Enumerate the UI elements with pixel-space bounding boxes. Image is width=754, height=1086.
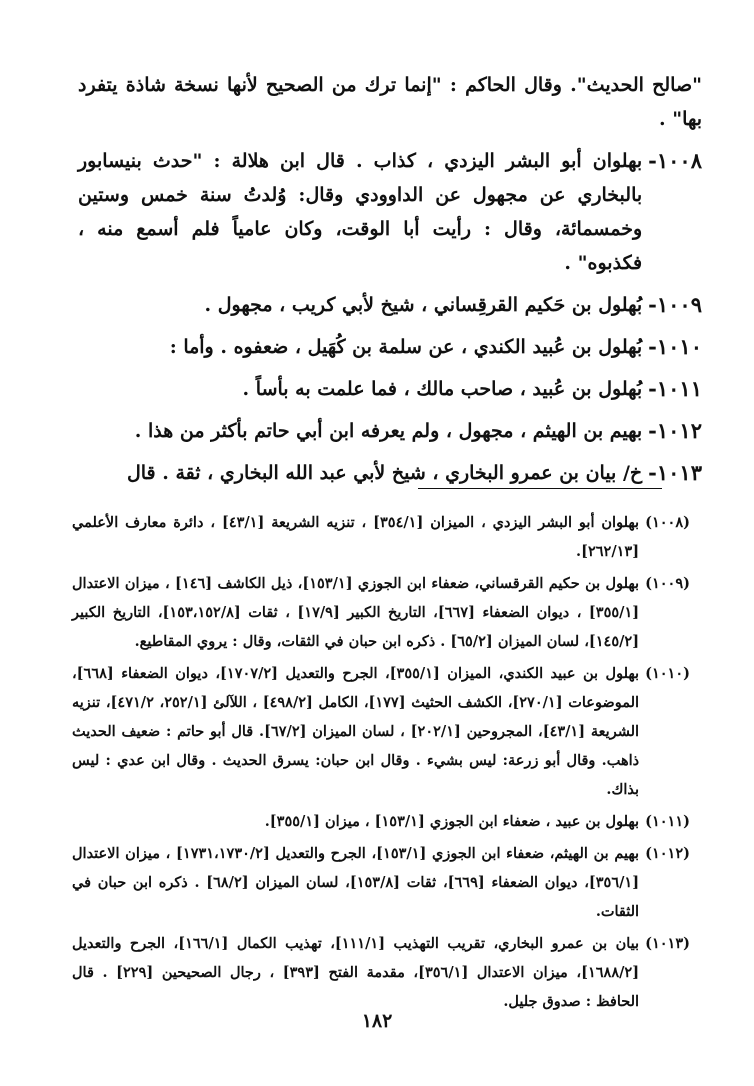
entry-1011 xyxy=(78,372,702,406)
footnote-text: بيان بن عمرو البخاري، تقريب التهذيب [١١١/١]، تهذيب الكمال [١٦٦/١]، الجرح والتعديل [١٦٨٨/٢]، ميزان الاعتدال [٣٥٦/١]، مقدمة الفتح [٣٩٣] ، رجال الصحيحين [٢٢٩] . قال الحافظ : صدوق جليل. xyxy=(72,935,640,1010)
entry-1013 xyxy=(78,456,702,490)
footnote-text: بهيم بن الهيثم، ضعفاء ابن الجوزي [١٥٣/١]، الجرح والتعديل [١٧٣١،١٧٣٠/٢] ، ميزان الاعتدال [٣٥٦/١]، ديوان الضعفاء [٦٦٩]، ثقات [١٥٣/٨]، لسان الميزان [٦٨/٢] . ذكره ابن حبان في الثقات. xyxy=(72,845,640,920)
entry-text: بهيم بن الهيثم ، مجهول ، ولم يعرفه ابن أبي حاتم بأكثر من هذا . xyxy=(134,420,643,442)
footnote-number: (١٠١٣) xyxy=(645,935,690,952)
entry-text: خ/ بيان بن عمرو البخاري ، شيخ لأبي عبد الله البخاري ، ثقة . قال xyxy=(126,462,643,484)
entry-text: بُهلول بن عُبيد ، صاحب مالك ، فما علمت به بأساً . xyxy=(242,378,643,400)
entry-number: ١٠١٢- xyxy=(648,418,702,443)
footnote-separator xyxy=(418,488,662,489)
page-number: ١٨٢ xyxy=(361,1010,393,1032)
footnote-number: (١٠١٠) xyxy=(645,665,690,682)
entry-1008 xyxy=(78,144,702,280)
entry-number: ١٠١٣- xyxy=(648,460,702,485)
continuation-paragraph: "صالح الحديث". وقال الحاكم : "إنما ترك من الصحيح لأنها نسخة شاذة يتفرد بها" . xyxy=(78,74,702,130)
entry-number: ١٠١٠- xyxy=(648,334,702,359)
footnote-number: (١٠٠٩) xyxy=(645,575,690,592)
entry-number: ١٠٠٨- xyxy=(648,148,702,173)
footnote-text: بهلول بن عبيد الكندي، الميزان [٣٥٥/١]، الجرح والتعديل [١٧٠٧/٢]، ديوان الضعفاء [٦٦٨]، الموضوعات [٢٧٠/١]، الكشف الحثيث [١٧٧]، الكامل [٤٩٨/٢] ، اللآلئ [٢٥٢/١، ٤٧١/٢]، تنزيه الشريعة [٤٣/١]، المجروحين [٢٠٢/١] ، لسان الميزان [٦٧/٢]. قال أبو حاتم : ضعيف الحديث ذاهب. وقال أبو زرعة: ليس بشيء . وقال ابن حبان: يسرق الحديث . وقال ابن عدي : ليس بذاك. xyxy=(72,665,640,798)
footnote-text: بهلول بن حكيم القرقساني، ضعفاء ابن الجوزي [١٥٣/١]، ذيل الكاشف [١٤٦] ، ميزان الاعتدال [٣٥٥/١] ، ديوان الضعفاء [٦٦٧]، التاريخ الكبير [١٧/٩] ، ثقات [١٥٣،١٥٢/٨]، التاريخ الكبير [١٤٥/٢]، لسان الميزان [٦٥/٢] . ذكره ابن حبان في الثقات، وقال : يروي المقاطيع. xyxy=(72,575,640,650)
entry-text: بهلوان أبو البشر اليزدي ، كذاب . قال ابن هلالة : "حدث بنيسابور بالبخاري عن مجهول عن الداوودي وقال: وُلدتُ سنة خمس وستين وخمسمائة، وقال : رأيت أبا الوقت، وكان عامياً فلم أسمع منه ، فكذبوه" . xyxy=(78,150,643,274)
entry-text: بُهلول بن حَكيم القرقِساني ، شيخ لأبي كريب ، مجهول . xyxy=(204,294,643,316)
footnote-text: بهلول بن عبيد ، ضعفاء ابن الجوزي [١٥٣/١] ، ميزان [٣٥٥/١]. xyxy=(264,813,640,830)
footnote-text: بهلوان أبو البشر اليزدي ، الميزان [٣٥٤/١] ، تنزيه الشريعة [٤٣/١] ، دائرة معارف الأعلمي [٢٦٢/١٣]. xyxy=(72,514,640,560)
entry-1009 xyxy=(78,288,702,322)
footnote-number: (١٠١١) xyxy=(645,813,690,830)
main-text xyxy=(78,68,702,498)
entry-1012 xyxy=(78,414,702,448)
footnote-1011 xyxy=(72,807,690,836)
footnote-1009 xyxy=(72,569,690,656)
entry-number: ١٠٠٩- xyxy=(648,292,702,317)
footnotes xyxy=(72,508,690,1019)
footnote-1008 xyxy=(72,508,690,566)
footnote-number: (١٠١٢) xyxy=(645,845,690,862)
footnote-1010 xyxy=(72,659,690,804)
entry-1010 xyxy=(78,330,702,364)
footnote-1012 xyxy=(72,839,690,926)
entry-text: بُهلول بن عُبيد الكندي ، عن سلمة بن كُهَيل ، ضعفوه . وأما : xyxy=(169,336,643,358)
entry-number: ١٠١١- xyxy=(648,376,702,401)
footnote-1013 xyxy=(72,929,690,1016)
footnote-number: (١٠٠٨) xyxy=(645,514,690,531)
